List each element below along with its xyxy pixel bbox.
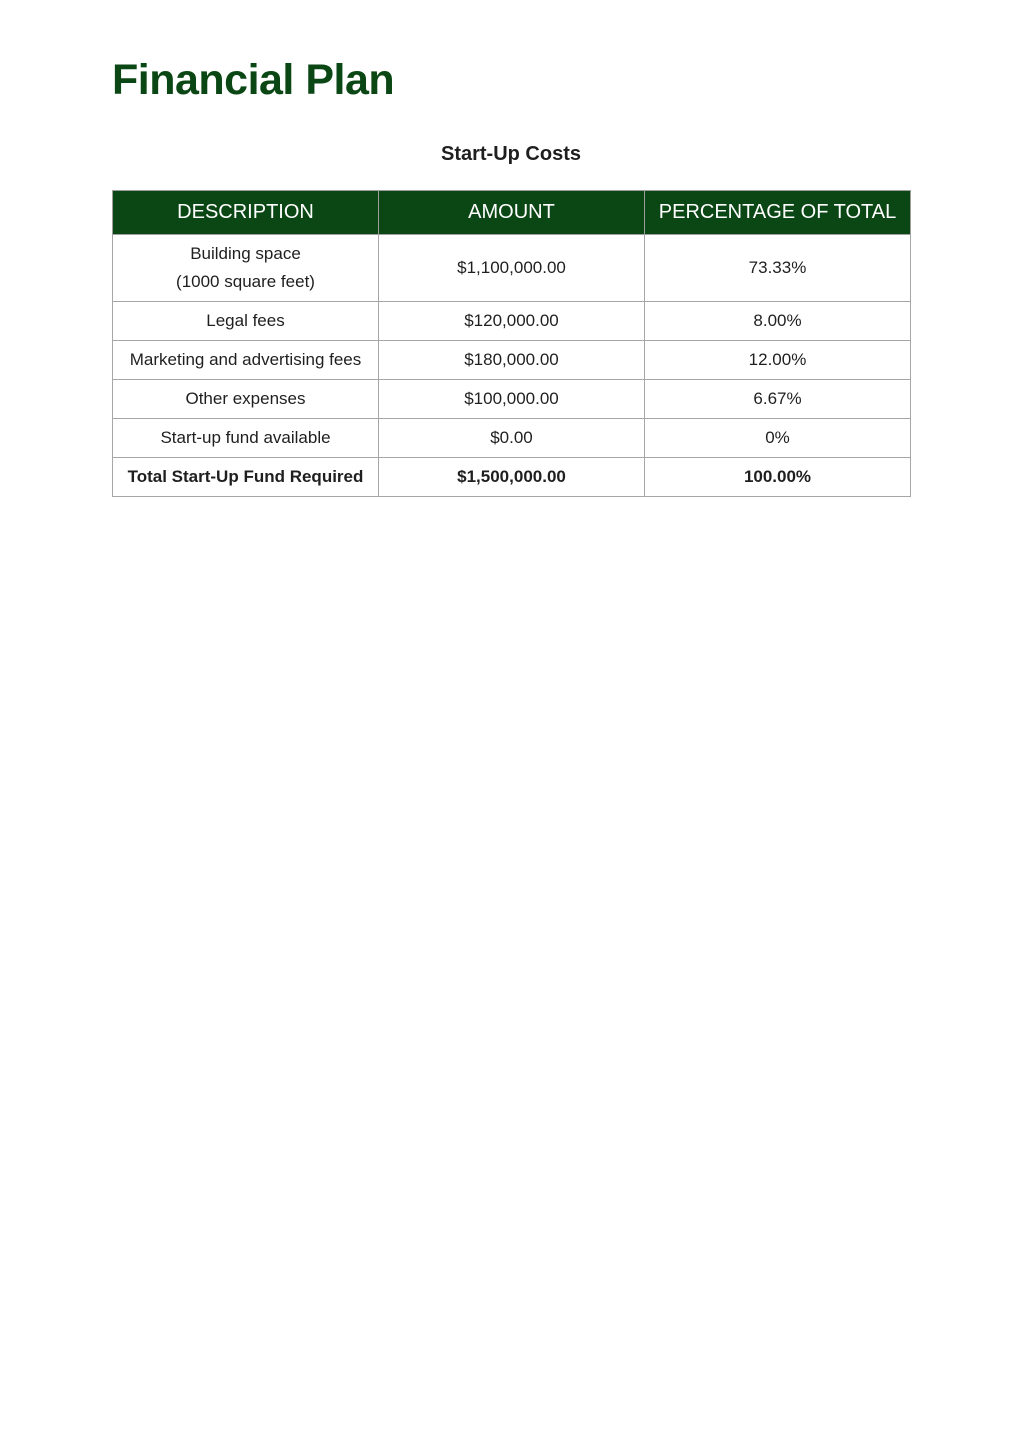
cell-description <box>113 235 379 302</box>
total-row <box>113 458 911 497</box>
table-body <box>113 235 911 497</box>
total-amount: $1,500,000.00 <box>379 458 645 497</box>
cell-percentage: 12.00% <box>645 341 911 380</box>
cell-amount: $120,000.00 <box>379 302 645 341</box>
table-row <box>113 380 911 419</box>
cell-description: Other expenses <box>113 380 379 419</box>
table-caption: Start-Up Costs <box>440 143 581 165</box>
cell-percentage: 6.67% <box>645 380 911 419</box>
column-header-description: DESCRIPTION <box>113 191 379 235</box>
table-row <box>113 341 911 380</box>
page-title: Financial Plan <box>112 56 395 104</box>
cell-amount: $180,000.00 <box>379 341 645 380</box>
cell-amount: $1,100,000.00 <box>379 235 645 302</box>
table-header <box>113 191 911 235</box>
cell-description: Marketing and advertising fees <box>113 341 379 380</box>
cell-percentage: 73.33% <box>645 235 911 302</box>
description-line: Building space <box>190 244 301 263</box>
cell-percentage: 0% <box>645 419 911 458</box>
start-up-costs-table <box>112 190 911 497</box>
cell-amount: $0.00 <box>379 419 645 458</box>
header-row <box>113 191 911 235</box>
total-description: Total Start-Up Fund Required <box>113 458 379 497</box>
table-row <box>113 419 911 458</box>
cell-description: Start-up fund available <box>113 419 379 458</box>
table-row <box>113 302 911 341</box>
table-row <box>113 235 911 302</box>
total-percentage: 100.00% <box>645 458 911 497</box>
description-line: (1000 square feet) <box>176 272 315 291</box>
column-header-percentage: PERCENTAGE OF TOTAL <box>645 191 911 235</box>
cell-amount: $100,000.00 <box>379 380 645 419</box>
cell-description: Legal fees <box>113 302 379 341</box>
cell-percentage: 8.00% <box>645 302 911 341</box>
column-header-amount: AMOUNT <box>379 191 645 235</box>
